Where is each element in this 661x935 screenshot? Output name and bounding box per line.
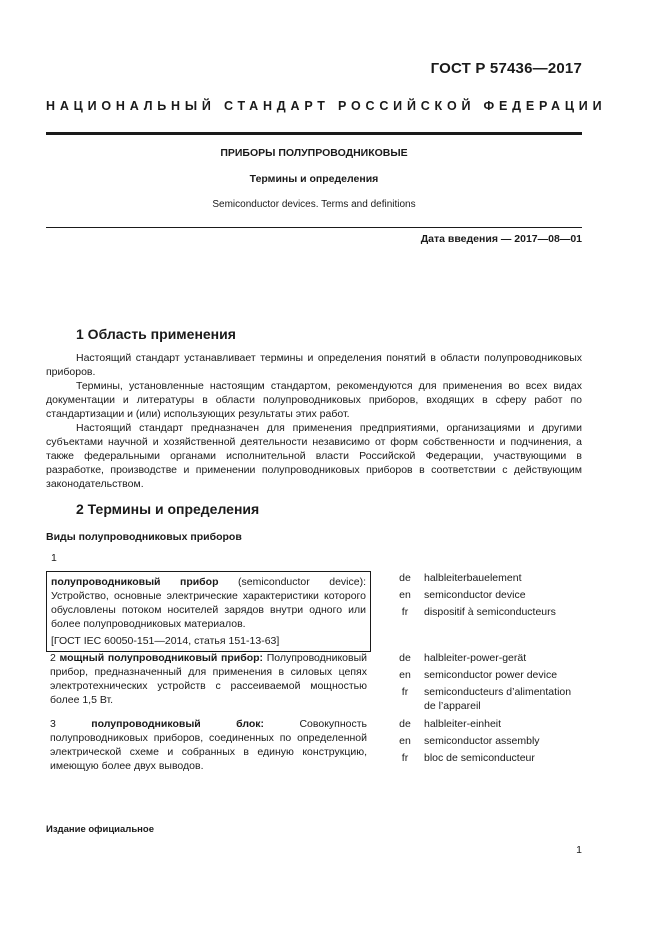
term-name: полупроводниковый прибор <box>51 576 219 588</box>
foreign-equivalents <box>386 651 582 716</box>
section-2-heading: 2 Термины и определения <box>76 501 260 517</box>
equivalent-en: en semiconductor power device <box>399 669 558 681</box>
header-divider-thick <box>46 132 582 135</box>
paragraph: Термины, установленные настоящим стандартом, рекомендуются для применения во всех видах документации и литературы в области полупроводниковых приборов, входящих в сферу работ по стандартизации и (или) использующих результаты этих работ. <box>46 380 582 420</box>
gost-number: ГОСТ Р 57436—2017 <box>430 60 582 77</box>
edition-label: Издание официальное <box>46 824 154 835</box>
term-text: Совокупность полупроводниковых приборов, соединенных по определенной электрической схеме и собранных в единую конструкцию, имеющую более двух выводов. <box>50 718 368 772</box>
equivalent-en: en semiconductor assembly <box>399 735 540 747</box>
equivalent-en: en semiconductor device <box>399 589 526 601</box>
section-1-body <box>46 351 582 491</box>
term-name: полупроводниковый блок: <box>91 718 265 730</box>
document-subtitle: Термины и определения <box>249 173 379 185</box>
term-number: 2 <box>50 652 56 664</box>
foreign-equivalents <box>386 717 582 773</box>
equivalent-fr: fr dispositif à semiconducteurs <box>401 606 556 618</box>
page-number: 1 <box>576 844 582 856</box>
foreign-equivalents <box>386 571 582 652</box>
effective-date: Дата введения — 2017—08—01 <box>420 233 582 245</box>
term-group-heading: Виды полупроводниковых приборов <box>46 531 242 543</box>
term-entry-2 <box>46 651 582 716</box>
term-definition <box>51 575 366 631</box>
term-definition <box>46 651 371 716</box>
entry-1-number: 1 <box>51 552 57 564</box>
term-name: мощный полупроводниковый прибор: <box>59 652 264 664</box>
term-entry-3 <box>46 717 582 773</box>
equivalent-fr: fr semiconducteurs d’alimentation de l’appareil <box>401 686 572 712</box>
paragraph: Настоящий стандарт устанавливает термины и определения понятий в области полупроводниковых приборов. <box>46 352 582 378</box>
english-title: Semiconductor devices. Terms and definitions <box>212 199 416 210</box>
paragraph: Настоящий стандарт предназначен для применения предприятиями, организациями и другими субъектами научной и хозяйственной деятельности независимо от форм собственности и подчинения, а также федеральными органами исполнительной власти Российской Федерации, участвующими в разработке, производстве и применении полупроводниковых приборов в соответствии с действующим законодательством. <box>46 422 582 490</box>
term-definition-box <box>46 571 371 652</box>
document-title: ПРИБОРЫ ПОЛУПРОВОДНИКОВЫЕ <box>220 147 408 159</box>
header-divider-thin <box>46 227 582 228</box>
term-text: Полупроводниковый прибор, предназначенный для применения в силовых цепях электротехнических устройств с рассеиваемой мощностью более 1,5 Вт. <box>50 652 368 706</box>
term-text: (semiconductor device): Устройство, основные электрические характеристики которого обусловлены потоком носителей зарядов внутри одного или более полупроводниковых материалов. <box>51 576 367 630</box>
term-entry-1 <box>46 571 582 652</box>
equivalent-de: de halbleiter-einheit <box>399 718 502 730</box>
equivalent-de: de halbleiterbauelement <box>399 572 522 584</box>
term-reference: [ГОСТ IEC 60050-151—2014, статья 151-13-63] <box>51 635 280 647</box>
term-definition <box>46 717 371 773</box>
equivalent-fr: fr bloc de semiconducteur <box>401 752 535 764</box>
equivalent-de: de halbleiter-power-gerät <box>399 652 527 664</box>
section-1-heading: 1 Область применения <box>76 326 236 342</box>
national-standard-banner: НАЦИОНАЛЬНЫЙ СТАНДАРТ РОССИЙСКОЙ ФЕДЕРАЦИИ <box>46 99 607 113</box>
term-number: 3 <box>50 718 56 730</box>
